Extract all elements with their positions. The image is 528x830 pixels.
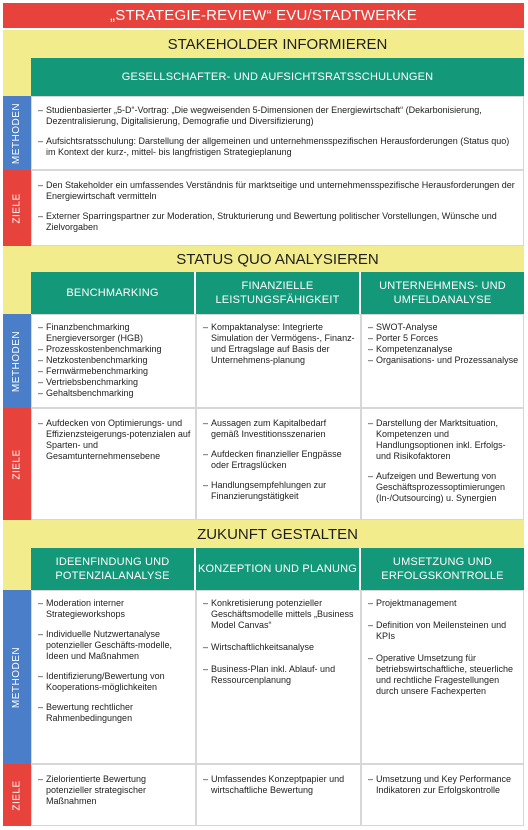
- section2-col2-ziele: [196, 408, 361, 520]
- section2-col2-methoden: [196, 314, 361, 408]
- section2-col3-methoden: [361, 314, 524, 408]
- list-item: – Bewertung rechtlicher Rahmenbedingungen: [38, 702, 191, 724]
- list-item: – Umfassendes Konzeptpapier und wirtschaftliche Bewertung: [203, 774, 356, 796]
- section3-heading: ZUKUNFT GESTALTEN: [31, 520, 524, 548]
- list-item: – Porter 5 Forces: [368, 333, 519, 344]
- list-item: – Darstellung der Marktsituation, Kompetenzen und Handlungsoptionen inkl. Erfolgs- und Risikofaktoren: [368, 418, 519, 462]
- section3-col2-ziele: [196, 764, 361, 826]
- list-item: – Kompetenzanalyse: [368, 344, 519, 355]
- section3-col3-methoden: [361, 590, 524, 764]
- list-item: – Individuelle Nutzwertanalyse potenzieller Geschäfts-modelle, Ideen und Maßnahmen: [38, 629, 191, 662]
- list-item: – Finanzbenchmarking Energieversorger (HGB): [38, 322, 191, 344]
- section2-methoden-label: METHODEN: [3, 314, 31, 408]
- list-item: – Konkretisierung potenzieller Geschäftsmodelle mittels „Business Model Canvas“: [203, 598, 356, 631]
- list-item: – Organisations- und Prozessanalyse: [368, 355, 519, 366]
- list-item: – Wirtschaftlichkeitsanalyse: [203, 642, 356, 653]
- list-item: – Umsetzung und Key Performance Indikatoren zur Erfolgskontrolle: [368, 774, 519, 796]
- section2-col2-title: FINANZIELLE LEISTUNGSFÄHIGKEIT: [196, 272, 359, 314]
- list-item: – Projektmanagement: [368, 598, 519, 609]
- list-item: – Business-Plan inkl. Ablauf- und Ressourcenplanung: [203, 664, 356, 686]
- list-item: – Aufdecken von Optimierungs- und Effizienzsteigerungs-potenzialen auf Sparten- und Gesamtunternehmensebene: [38, 418, 191, 462]
- section1-methoden-cell: [31, 96, 524, 170]
- section1-ziele-cell: [31, 170, 524, 246]
- section3-col1-methoden: [31, 590, 196, 764]
- list-item: – Prozesskostenbenchmarking: [38, 344, 191, 355]
- section3-col2-methoden: [196, 590, 361, 764]
- page-title: „STRATEGIE-REVIEW“ EVU/STADTWERKE: [3, 3, 524, 28]
- section2-col3-title: UNTERNEHMENS- UND UMFELDANALYSE: [361, 272, 524, 314]
- section3-col1-ziele: [31, 764, 196, 826]
- list-item: – Definition von Meilensteinen und KPIs: [368, 620, 519, 642]
- list-item: – Kompaktanalyse: Integrierte Simulation der Vermögens-, Finanz- und Ertragslage auf Basis der Unternehmens-planung: [203, 322, 356, 366]
- list-item: – Vertriebsbenchmarking: [38, 377, 191, 388]
- section1-ziele-label: ZIELE: [3, 170, 31, 246]
- section3-ziele-label: ZIELE: [3, 764, 31, 826]
- list-item: – Fernwärmebenchmarking: [38, 366, 191, 377]
- list-item: – Operative Umsetzung für betriebswirtschaftliche, steuerliche und rechtliche Fragestellungen durch unsere Fachexperten: [368, 653, 519, 697]
- section3-col1-title: IDEENFINDUNG UND POTENZIALANALYSE: [31, 548, 194, 590]
- list-item: – Aussagen zum Kapitalbedarf gemäß Investitionsszenarien: [203, 418, 356, 440]
- section1-subheading: GESELLSCHAFTER- UND AUFSICHTSRATSSCHULUNGEN: [31, 58, 524, 96]
- list-item: – Aufdecken finanzieller Engpässe oder Ertragslücken: [203, 449, 356, 471]
- list-item: – Externer Sparringspartner zur Moderation, Strukturierung und Bewertung politischer Vorstellungen, Wünsche und Zielvorgaben: [38, 211, 519, 233]
- list-item: – Identifizierung/Bewertung von Kooperations-möglichkeiten: [38, 671, 191, 693]
- section2-col3-ziele: [361, 408, 524, 520]
- list-item: – Den Stakeholder ein umfassendes Verständnis für marktseitige und unternehmensspezifische Herausforderungen der Energiewirtschaft vermitteln: [38, 180, 519, 202]
- section3-col3-title: UMSETZUNG UND ERFOLGSKONTROLLE: [361, 548, 524, 590]
- list-item: – Moderation interner Strategieworkshops: [38, 598, 191, 620]
- list-item: – Handlungsempfehlungen zur Finanzierungstätigkeit: [203, 480, 356, 502]
- section3-col3-ziele: [361, 764, 524, 826]
- section2-col1-title: BENCHMARKING: [31, 272, 194, 314]
- list-item: – Aufsichtsratsschulung: Darstellung der allgemeinen und unternehmensspezifischen Herausforderungen (Status quo) im Kontext der kurz-, mittel- bis langfristigen Strategieplanung: [38, 136, 519, 158]
- section2-col1-methoden: [31, 314, 196, 408]
- list-item: – SWOT-Analyse: [368, 322, 519, 333]
- list-item: – Gehaltsbenchmarking: [38, 388, 191, 399]
- section2-ziele-label: ZIELE: [3, 408, 31, 520]
- list-item: – Zielorientierte Bewertung potenzieller strategischer Maßnahmen: [38, 774, 191, 807]
- section3-methoden-label: METHODEN: [3, 590, 31, 764]
- section1-strip: [3, 30, 31, 96]
- list-item: – Aufzeigen und Bewertung von Geschäftsprozessoptimierungen (In-/Outsourcing) u. Synergien: [368, 471, 519, 504]
- section1-heading: STAKEHOLDER INFORMIEREN: [31, 30, 524, 58]
- list-item: – Studienbasierter „5-D“-Vortrag: „Die wegweisenden 5-Dimensionen der Energiewirtschaft“ (Dekarbonisierung, Dezentralisierung, Digitalisierung, Demografie und Diversifizierung): [38, 105, 519, 127]
- section1-methoden-label: METHODEN: [3, 96, 31, 170]
- section3-strip: [3, 520, 31, 590]
- section3-col2-title: KONZEPTION UND PLANUNG: [196, 548, 359, 590]
- section2-strip: [3, 246, 31, 314]
- section2-heading: STATUS QUO ANALYSIEREN: [31, 246, 524, 272]
- section2-col1-ziele: [31, 408, 196, 520]
- list-item: – Netzkostenbenchmarking: [38, 355, 191, 366]
